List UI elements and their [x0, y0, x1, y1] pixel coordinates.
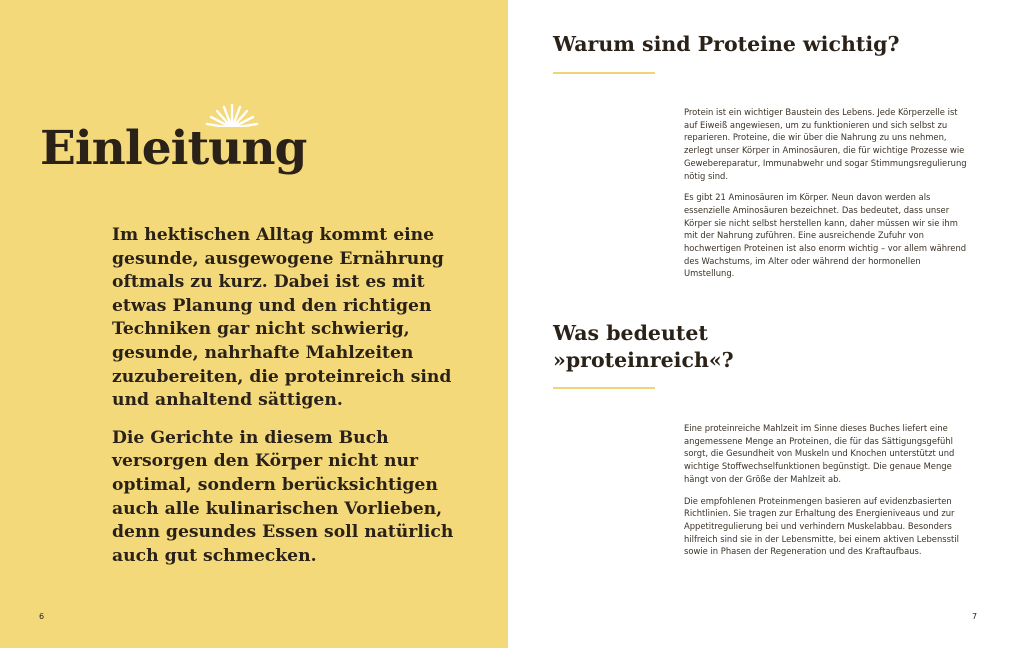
page-number-left: 6 [39, 612, 45, 621]
page-number-right: 7 [972, 612, 978, 621]
body-paragraph: Eine proteinreiche Mahlzeit im Sinne dieses Buches liefert eine angemessene Menge an Proteinen, die für das Sättigungsgefühl sorgt, die Gesundheit von Muskeln und Knochen unterstützt und wichtige Stoffwechselfunktionen begünstigt. Die genaue Menge hängt von der Größe der Mahlzeit ab. [684, 423, 955, 484]
section-body-protein-rich [684, 422, 968, 567]
section-heading-why-proteins: Warum sind Proteine wichtig? [553, 32, 900, 56]
heading-underline [553, 387, 655, 389]
body-paragraph: Die empfohlenen Proteinmengen basieren auf evidenzbasierten Richtlinien. Sie tragen zur Erhaltung des Energieniveaus und zur Appetitregulierung bei und verhindern Muskelabbau. Besonders hilfreich sind sie in der Lebensmitte, bei einem aktiven Lebensstil sowie in Phasen der Regeneration und des Kraftaufbaus. [684, 495, 959, 557]
body-paragraph: Protein ist ein wichtiger Baustein des Lebens. Jede Körperzelle ist auf Eiweiß angewiesen, um zu funktionieren und sich selbst zu reparieren. Proteine, die wir über die Nahrung zu uns nehmen, zerlegt unser Körper in Aminosäuren, die für wichtige Prozesse wie Gewebereparatur, Immunabwehr und sogar Stimmungsregulierung nötig sind. [684, 107, 967, 181]
body-paragraph: Es gibt 21 Aminosäuren im Körper. Neun davon werden als essenzielle Aminosäuren bezeichnet. Das bedeutet, dass unser Körper sie nicht selbst herstellen kann, daher müssen wir sie ihm mit der Nahrung zuführen. Eine ausreichende Zufuhr von hochwertigen Proteinen ist also enorm wichtig – vor allem während des Wachstums, im Alter oder während der hormonellen Umstellung. [684, 192, 967, 279]
intro-text [112, 224, 462, 582]
intro-paragraph: Im hektischen Alltag kommt eine gesunde, ausgewogene Ernährung oftmals zu kurz. Dabei ist es mit etwas Planung und den richtigen Techniken gar nicht schwierig, gesunde, nahrhafte Mahlzeiten zuzubereiten, die proteinreich sind und anhaltend sättigen. [112, 225, 452, 411]
chapter-title: Einleitung [40, 121, 307, 176]
intro-paragraph: Die Gerichte in diesem Buch versorgen den Körper nicht nur optimal, sondern berücksichtigen auch alle kulinarischen Vorlieben, denn gesundes Essen soll natürlich auch gut schmecken. [112, 427, 454, 566]
section-heading-protein-rich [553, 320, 734, 374]
heading-line: Was bedeutet [553, 321, 708, 345]
heading-underline [553, 72, 655, 74]
heading-line: »proteinreich«? [553, 348, 734, 372]
section-body-why-proteins [684, 106, 968, 289]
